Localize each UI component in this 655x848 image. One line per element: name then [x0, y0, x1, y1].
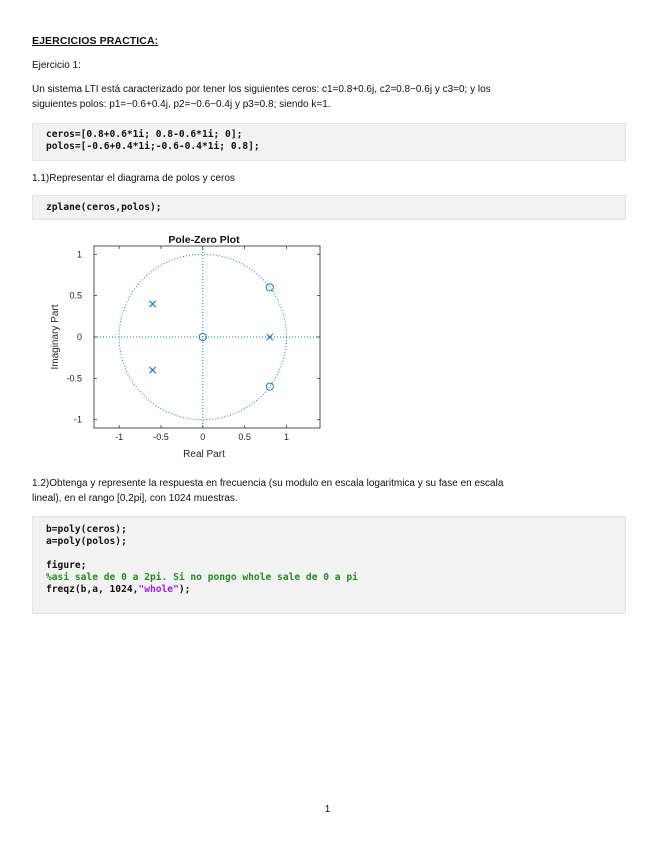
y-tick-label: -1: [73, 414, 82, 425]
zero-marker: [266, 383, 273, 390]
code-blank-line: [46, 548, 625, 560]
section-1-2-line-1: 1.2)Obtenga y represente la respuesta en frecuencia (su modulo en escala logaritmica y su fase en escala: [32, 478, 504, 489]
pole-marker: [267, 334, 273, 340]
intro-line-2: siguientes polos: p1=−0.6+0.4j, p2=−0.6−0.4j y p3=0.8; siendo k=1.: [32, 99, 331, 110]
section-1-1-title: 1.1)Representar el diagrama de polos y ceros: [32, 173, 235, 184]
code-block-zplane: [32, 195, 626, 220]
code-line: a=poly(polos);: [46, 536, 127, 547]
x-tick-label: -0.5: [153, 432, 169, 442]
x-tick-label: 0: [200, 432, 206, 442]
code-line: ceros=[0.8+0.6*1i; 0.8-0.6*1i; 0];: [46, 129, 243, 140]
y-tick-label: -0.5: [66, 373, 82, 384]
plot-title: Pole-Zero Plot: [168, 234, 240, 246]
page-number: 1: [324, 804, 331, 815]
code-line: b=poly(ceros);: [46, 524, 127, 535]
y-tick-label: 0: [76, 332, 82, 342]
y-tick-label: 1: [76, 249, 82, 260]
code-string-literal: "whole": [138, 584, 179, 595]
code-line: figure;: [46, 560, 87, 571]
code-line: polos=[-0.6+0.4*1i;-0.6-0.4*1i; 0.8];: [46, 141, 260, 152]
code-fragment: freqz(b,a, 1024,: [46, 584, 139, 595]
pole-marker: [149, 301, 155, 307]
exercise-label: Ejercicio 1:: [32, 60, 81, 71]
code-line: zplane(ceros,polos);: [46, 202, 162, 213]
code-line-freqz: [46, 584, 625, 596]
pole-marker: [149, 367, 155, 373]
intro-line-1: Un sistema LTI está caracterizado por tener los siguientes ceros: c1=0.8+0.6j, c2=0.8−0.6j y c3=0; y los: [32, 84, 491, 95]
code-fragment: );: [178, 584, 191, 595]
plot-content: [94, 246, 320, 428]
x-tick-label: 0.5: [238, 432, 251, 442]
code-comment-line: %asi sale de 0 a 2pi. Si no pongo whole sale de 0 a pi: [46, 572, 358, 583]
x-tick-labels: [115, 432, 289, 442]
code-block-definitions: [32, 123, 626, 161]
y-axis-label: Imaginary Part: [50, 304, 61, 370]
y-tick-label: 0.5: [69, 290, 82, 301]
x-axis-label: Real Part: [183, 449, 225, 460]
y-tick-labels: [66, 249, 82, 424]
page-heading: EJERCICIOS PRACTICA:: [32, 35, 159, 47]
section-1-2-line-2: lineal), en el rango [0,2pi], con 1024 muestras.: [32, 493, 238, 504]
code-block-freqz: [32, 516, 626, 614]
x-tick-label: 1: [284, 432, 290, 442]
pole-zero-plot: [44, 230, 334, 462]
x-tick-label: -1: [115, 432, 124, 442]
